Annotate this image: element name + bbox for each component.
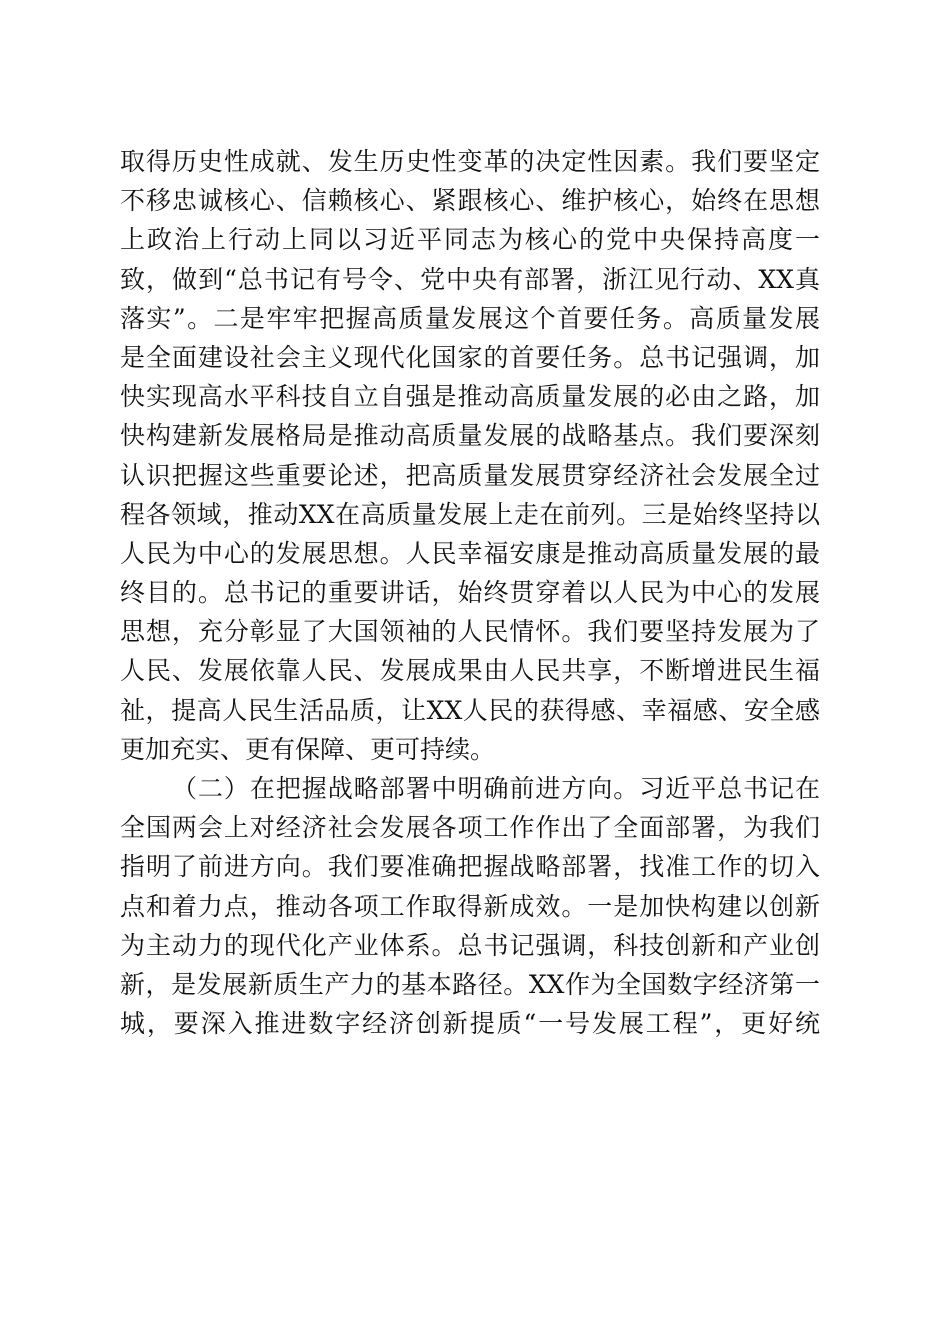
- paragraph-line: 不移忠诚核心、信赖核心、紧跟核心、维护核心，始终在思想: [120, 186, 820, 216]
- paragraph-2: [120, 769, 820, 1043]
- paragraph-line: 上政治上行动上同以习近平同志为核心的党中央保持高度一: [120, 225, 820, 255]
- paragraph-line: 祉，提高人民生活品质，让XX人民的获得感、幸福感、安全感: [120, 695, 820, 725]
- paragraph-line: 是全面建设社会主义现代化国家的首要任务。总书记强调，加: [120, 342, 820, 372]
- paragraph-line: 落实”。二是牢牢把握高质量发展这个首要任务。高质量发展: [120, 303, 820, 333]
- paragraph-line: 新，是发展新质生产力的基本路径。XX作为全国数字经济第一: [120, 969, 820, 999]
- paragraph-line: 城，要深入推进数字经济创新提质“一号发展工程”，更好统: [120, 1009, 820, 1039]
- paragraph-line: 人民为中心的发展思想。人民幸福安康是推动高质量发展的最: [120, 538, 820, 568]
- paragraph-line: 程各领域，推动XX在高质量发展上走在前列。三是始终坚持以: [120, 499, 820, 529]
- paragraph-line: 快构建新发展格局是推动高质量发展的战略基点。我们要深刻: [120, 421, 820, 451]
- paragraph-line: 指明了前进方向。我们要准确把握战略部署，找准工作的切入: [120, 852, 820, 882]
- paragraph-heading-line: （二）在把握战略部署中明确前进方向。习近平总书记在: [172, 774, 820, 803]
- paragraph-line: 人民、发展依靠人民、发展成果由人民共享，不断增进民生福: [120, 656, 820, 686]
- paragraph-line: 认识把握这些重要论述，把高质量发展贯穿经济社会发展全过: [120, 460, 820, 490]
- paragraph-line: 为主动力的现代化产业体系。总书记强调，科技创新和产业创: [120, 930, 820, 960]
- paragraph-line: 全国两会上对经济社会发展各项工作作出了全面部署，为我们: [120, 813, 820, 843]
- paragraph-line: 更加充实、更有保障、更可持续。: [120, 734, 496, 764]
- paragraph-line: 思想，充分彰显了大国领袖的人民情怀。我们要坚持发展为了: [120, 617, 820, 647]
- paragraph-line: 点和着力点，推动各项工作取得新成效。一是加快构建以创新: [120, 891, 820, 921]
- paragraph-line: 致，做到“总书记有号令、党中央有部署，浙江见行动、XX真: [120, 264, 820, 294]
- paragraph-line: 终目的。总书记的重要讲话，始终贯穿着以人民为中心的发展: [120, 578, 820, 608]
- paragraph-line: 快实现高水平科技自立自强是推动高质量发展的必由之路，加: [120, 382, 820, 412]
- document-body: [120, 142, 820, 1043]
- paragraph-1: [120, 142, 820, 769]
- paragraph-line: 取得历史性成就、发生历史性变革的决定性因素。我们要坚定: [120, 147, 820, 176]
